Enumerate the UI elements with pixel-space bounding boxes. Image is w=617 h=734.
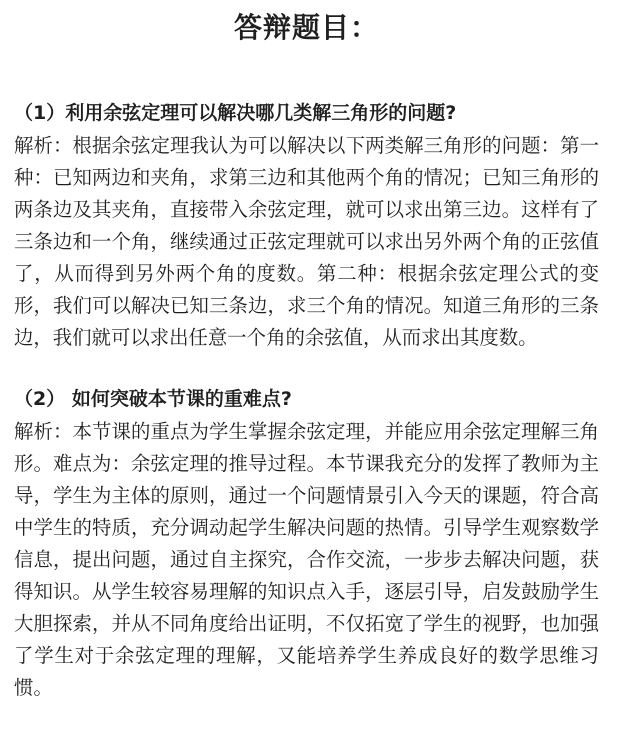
- question-1-answer: 解析：根据余弦定理我认为可以解决以下两类解三角形的问题：第一种：已知两边和夹角，求第三边和其他两个角的情况；已知三角形的两条边及其夹角，直接带入余弦定理，就可以求出第三边。这样有了三条边和一个角，继续通过正弦定理就可以求出另外两个角的正弦值了，从而得到另外两个角的度数。第二种：根据余弦定理公式的变形，我们可以解决已知三条边，求三个角的情况。知道三角形的三条边，我们就可以求出任意一个角的余弦值，从而求出其度数。: [14, 134, 599, 349]
- question-1-heading: （1）利用余弦定理可以解决哪几类解三角形的问题?: [14, 102, 457, 124]
- question-2-heading: （2） 如何突破本节课的重难点?: [14, 388, 292, 410]
- question-section-2: [14, 384, 599, 704]
- question-section-1: [14, 98, 599, 354]
- page-title: 答辩题目：: [233, 11, 379, 44]
- question-2-answer: 解析：本节课的重点为学生掌握余弦定理，并能应用余弦定理解三角形。难点为：余弦定理的推导过程。本节课我充分的发挥了教师为主导，学生为主体的原则，通过一个问题情景引入今天的课题，符合高中学生的特质，充分调动起学生解决问题的热情。引导学生观察数学信息，提出问题，通过自主探究，合作交流，一步步去解决问题，获得知识。从学生较容易理解的知识点入手，逐层引导，启发鼓励学生大胆探索，并从不同角度给出证明，不仅拓宽了学生的视野，也加强了学生对于余弦定理的理解，又能培养学生养成良好的数学思维习惯。: [14, 420, 599, 699]
